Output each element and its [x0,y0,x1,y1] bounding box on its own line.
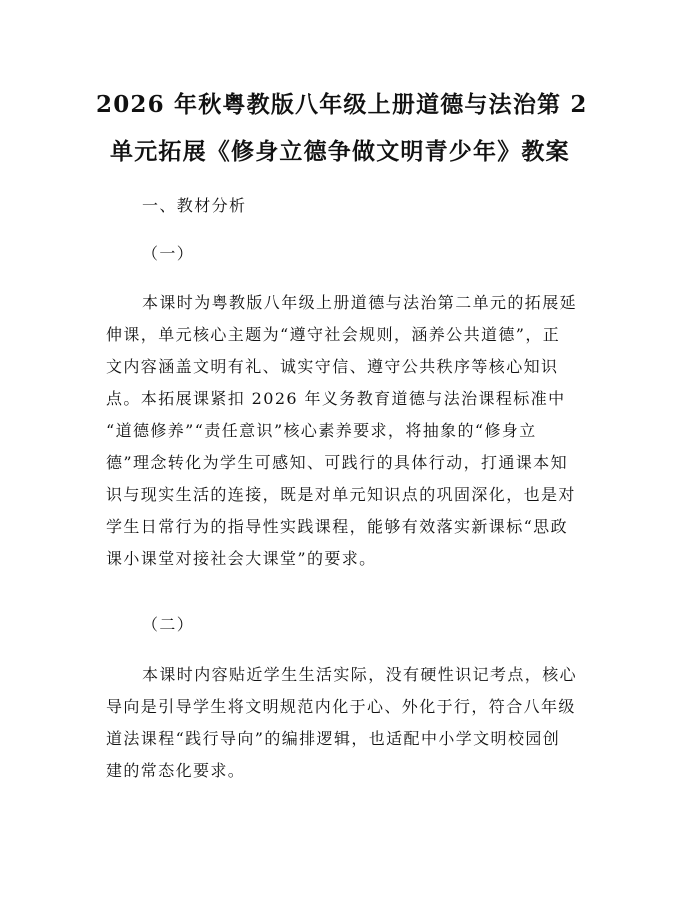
paragraph-1-line: 识与现实生活的连接，既是对单元知识点的巩固深化，也是对 [106,485,576,504]
paragraph-1-line: 伸课，单元核心主题为“遵守社会规则，涵养公共道德”，正 [106,325,561,344]
paragraph-1-line: 点。本拓展课紧扣 2026 年义务教育道德与法治课程标准中 [106,389,566,408]
paragraph-1-line: 文内容涵盖文明有礼、诚实守信、遵守公共秩序等核心知识 [106,357,559,376]
paragraph-1-line: 本课时为粤教版八年级上册道德与法治第二单元的拓展延 [142,293,578,312]
document-title-line-1: 2026 年秋粤教版八年级上册道德与法治第 2 [96,91,588,118]
paragraph-1-line: “道德修养”“责任意识”核心素养要求，将抽象的“修身立 [106,421,537,440]
paragraph-1-line: 学生日常行为的指导性实践课程，能够有效落实新课标“思政 [106,517,568,536]
paragraph-2-line: 导向是引导学生将文明规范内化于心、外化于行，符合八年级 [106,697,576,716]
paragraph-1-line: 课小课堂对接社会大课堂”的要求。 [106,549,377,568]
paragraph-1-line: 德”理念转化为学生可感知、可践行的具体行动，打通课本知 [106,453,568,472]
paragraph-2-line: 道法课程“践行导向”的编排逻辑，也适配中小学文明校园创 [106,729,561,748]
section-heading-textbook-analysis: 一、教材分析 [142,196,247,215]
paragraph-2-line: 建的常态化要求。 [106,761,246,780]
subsection-heading-1: （一） [142,244,195,263]
paragraph-2-line: 本课时内容贴近学生生活实际，没有硬性识记考点，核心 [142,665,578,684]
subsection-heading-2: （二） [142,615,195,634]
document-title-line-2: 单元拓展《修身立德争做文明青少年》教案 [110,138,570,165]
